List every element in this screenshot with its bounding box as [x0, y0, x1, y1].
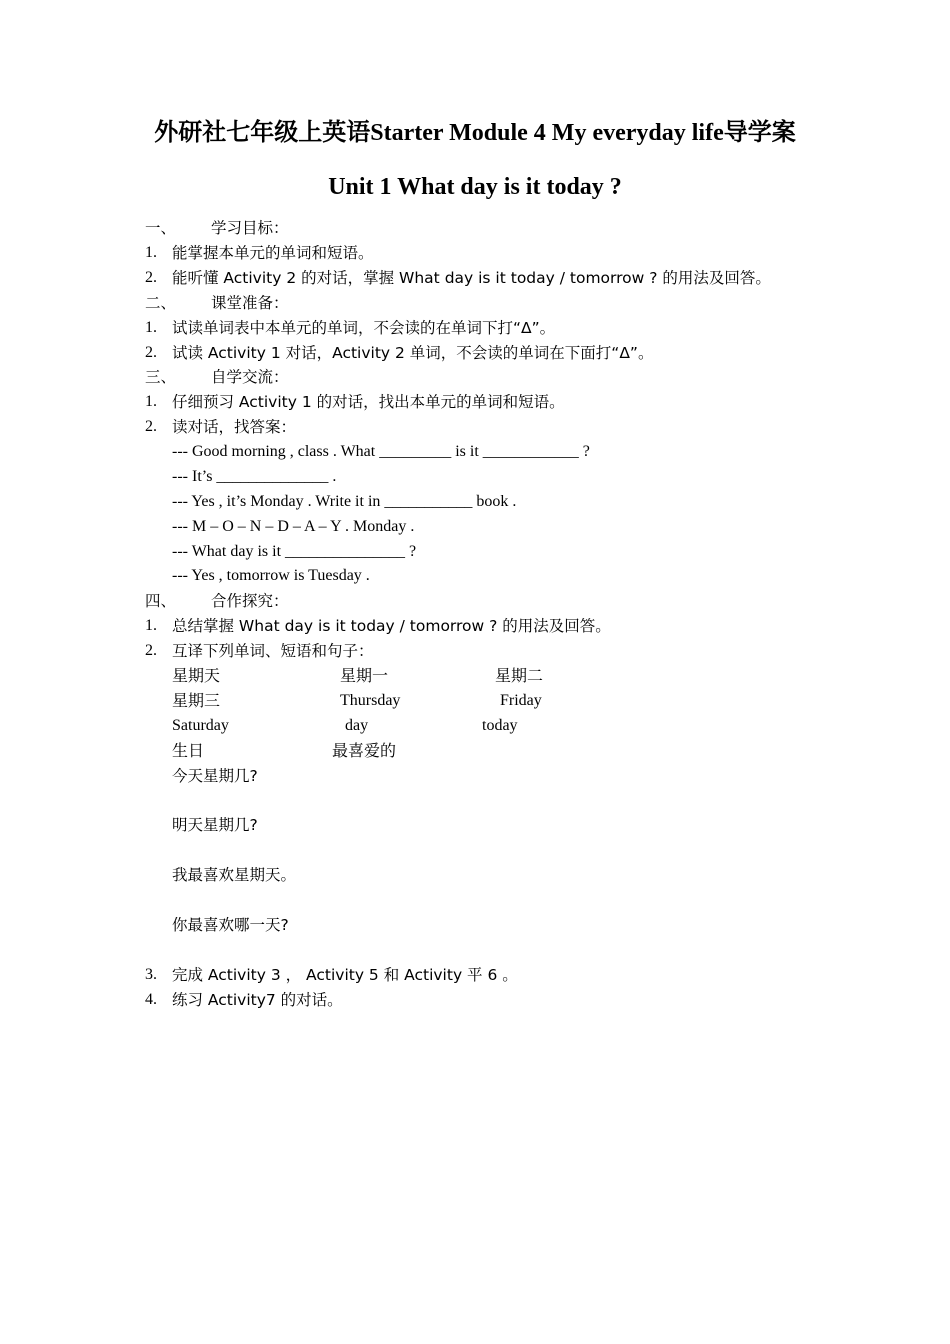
vocab-cell: Saturday [172, 717, 229, 734]
item-number: 2. [145, 269, 157, 286]
list-item: 读对话，找答案： [172, 418, 297, 436]
translation-sentence: 今天星期几? [172, 767, 258, 785]
item-number: 2. [145, 642, 157, 659]
vocab-cell: today [482, 717, 518, 734]
list-item: 总结掌握 What day is it today / tomorrow ? 的用法及回答。 [172, 617, 611, 635]
unit-subtitle: Unit 1 What day is it today ? [328, 174, 622, 200]
section-label: 三、 [145, 368, 177, 386]
vocab-cell: 星期一 [340, 666, 389, 685]
section-title: 课堂准备： [211, 294, 289, 312]
dialogue-line: --- Yes , tomorrow is Tuesday . [172, 567, 370, 584]
list-item: 试读 Activity 1 对话，Activity 2 单词，不会读的单词在下面打“Δ”。 [172, 344, 654, 362]
vocab-cell: day [345, 717, 369, 734]
vocab-cell: 最喜爱的 [332, 741, 397, 760]
translation-sentence: 我最喜欢星期天。 [172, 866, 297, 884]
item-number: 2. [145, 418, 157, 435]
translation-sentence: 你最喜欢哪一天? [172, 916, 289, 934]
dialogue-line: --- It’s ______________ . [172, 468, 337, 485]
item-number: 1. [145, 244, 157, 261]
document-title: 外研社七年级上英语Starter Module 4 My everyday life导学案 [154, 120, 796, 146]
list-item: 完成 Activity 3 ， Activity 5 和 Activity 平 6 。 [172, 966, 518, 984]
item-number: 2. [145, 344, 157, 361]
item-number: 1. [145, 617, 157, 634]
section-label: 二、 [145, 294, 177, 312]
list-item: 练习 Activity7 的对话。 [172, 991, 343, 1009]
list-item: 试读单词表中本单元的单词，不会读的在单词下打“Δ”。 [172, 319, 556, 337]
section-label: 四、 [145, 592, 177, 610]
section-title: 自学交流： [211, 368, 289, 386]
vocab-cell: 星期二 [495, 666, 544, 685]
translation-sentence: 明天星期几? [172, 816, 258, 834]
vocab-cell: 生日 [172, 741, 205, 760]
vocab-cell: 星期三 [172, 691, 221, 710]
list-item: 互译下列单词、短语和句子： [172, 642, 374, 660]
dialogue-line: --- Good morning , class . What _________ is it ____________ ? [172, 443, 590, 460]
dialogue-line: --- M – O – N – D – A – Y . Monday . [172, 518, 415, 535]
item-number: 1. [145, 393, 157, 410]
section-title: 学习目标： [211, 219, 289, 237]
section-label: 一、 [145, 219, 177, 237]
list-item: 仔细预习 Activity 1 的对话，找出本单元的单词和短语。 [172, 393, 565, 411]
dialogue-line: --- Yes , it’s Monday . Write it in ___________ book . [172, 493, 517, 510]
list-item: 能掌握本单元的单词和短语。 [172, 244, 374, 262]
vocab-cell: Friday [500, 692, 542, 709]
vocab-cell: Thursday [340, 692, 401, 709]
dialogue-line: --- What day is it _______________ ? [172, 543, 417, 560]
vocab-cell: 星期天 [172, 666, 221, 685]
item-number: 3. [145, 966, 157, 983]
list-item: 能听懂 Activity 2 的对话，掌握 What day is it today / tomorrow ? 的用法及回答。 [172, 269, 771, 287]
item-number: 1. [145, 319, 157, 336]
section-title: 合作探究： [211, 592, 289, 610]
item-number: 4. [145, 991, 157, 1008]
